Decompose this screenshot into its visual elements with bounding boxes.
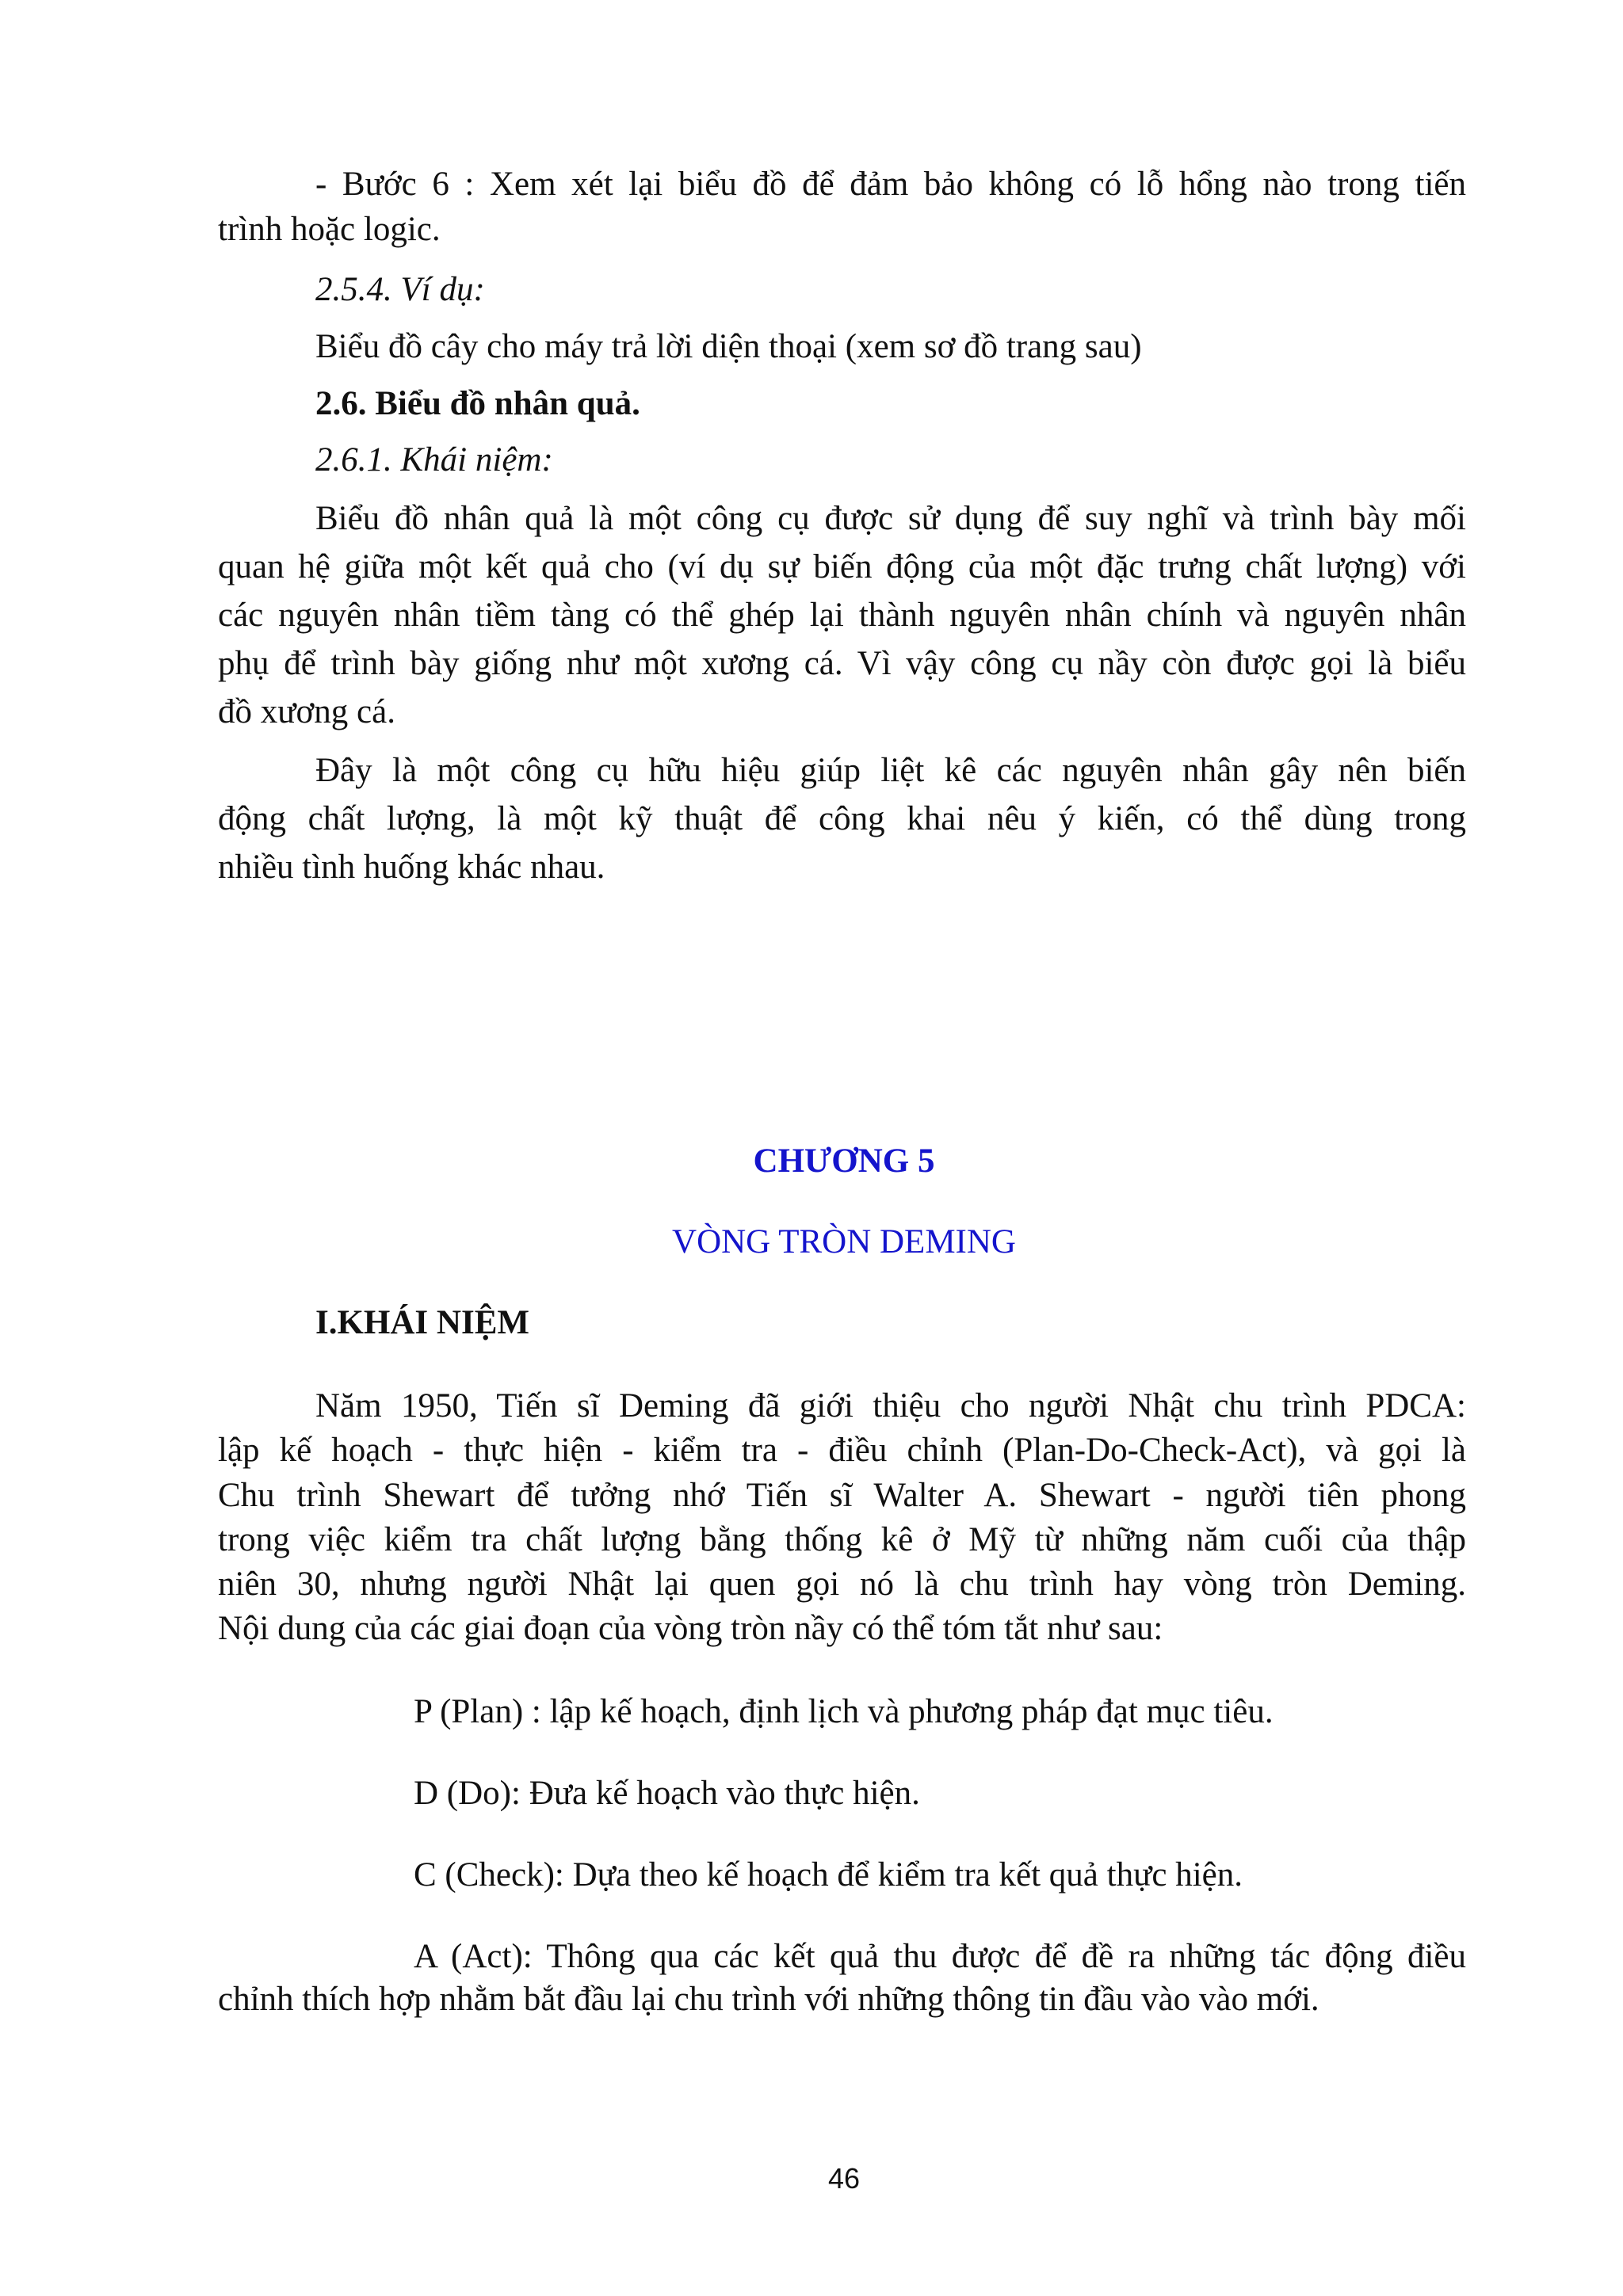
- cause-effect-heading: 2.6. Biểu đồ nhân quả.: [315, 385, 640, 422]
- para2-line-1: Đây là một công cụ hữu hiệu giúp liệt kê các nguyên nhân gây nên biến: [315, 752, 1466, 789]
- concept-subheading: 2.6.1. Khái niệm:: [315, 441, 553, 479]
- para1-line-2: quan hệ giữa một kết quả cho (ví dụ sự biến động của một đặc trưng chất lượng) với: [218, 548, 1466, 585]
- concept-para-line-2: lập kế hoạch - thực hiện - kiểm tra - điều chỉnh (Plan-Do-Check-Act), và gọi là: [218, 1432, 1466, 1469]
- concept-para-line-3: Chu trình Shewart để tưởng nhớ Tiến sĩ Walter A. Shewart - người tiên phong: [218, 1477, 1466, 1514]
- pdca-act-line-2: chỉnh thích hợp nhằm bắt đầu lại chu trình với những thông tin đầu vào vào mới.: [218, 1981, 1319, 2018]
- para1-line-4: phụ để trình bày giống như một xương cá. Vì vậy công cụ nầy còn được gọi là biểu: [218, 645, 1466, 682]
- concept-heading: I.KHÁI NIỆM: [315, 1304, 529, 1341]
- page-number: 46: [827, 2162, 861, 2195]
- step6-line1: - Bước 6 : Xem xét lại biểu đồ để đảm bảo không có lỗ hổng nào trong tiến: [315, 166, 1466, 203]
- concept-para-line-4: trong việc kiểm tra chất lượng bằng thống kê ở Mỹ từ những năm cuối của thập: [218, 1521, 1466, 1558]
- example-text: Biểu đồ cây cho máy trả lời diện thoại (xem sơ đồ trang sau): [315, 328, 1142, 365]
- chapter-title: VÒNG TRÒN DEMING: [672, 1223, 1016, 1261]
- pdca-act-line-1: A (Act): Thông qua các kết quả thu được để đề ra những tác động điều: [414, 1938, 1466, 1975]
- concept-para-line-1: Năm 1950, Tiến sĩ Deming đã giới thiệu cho người Nhật chu trình PDCA:: [315, 1387, 1466, 1425]
- chapter-number: CHƯƠNG 5: [753, 1142, 935, 1180]
- step6-line2: trình hoặc logic.: [218, 211, 441, 248]
- para2-line-2: động chất lượng, là một kỹ thuật để công khai nêu ý kiến, có thể dùng trong: [218, 800, 1466, 837]
- example-heading: 2.5.4. Ví dụ:: [315, 271, 485, 308]
- pdca-check: C (Check): Dựa theo kế hoạch để kiểm tra kết quả thực hiện.: [414, 1856, 1243, 1894]
- concept-para-line-6: Nội dung của các giai đoạn của vòng tròn nầy có thể tóm tắt như sau:: [218, 1610, 1163, 1647]
- pdca-do: D (Do): Đưa kế hoạch vào thực hiện.: [414, 1775, 920, 1812]
- para1-line-1: Biểu đồ nhân quả là một công cụ được sử dụng để suy nghĩ và trình bày mối: [315, 500, 1466, 537]
- para1-line-3: các nguyên nhân tiềm tàng có thể ghép lại thành nguyên nhân chính và nguyên nhân: [218, 597, 1466, 634]
- para2-line-3: nhiều tình huống khác nhau.: [218, 849, 605, 886]
- pdca-plan: P (Plan) : lập kế hoạch, định lịch và phương pháp đạt mục tiêu.: [414, 1693, 1274, 1730]
- para1-line-5: đồ xương cá.: [218, 693, 395, 730]
- concept-para-line-5: niên 30, nhưng người Nhật lại quen gọi nó là chu trình hay vòng tròn Deming.: [218, 1566, 1466, 1603]
